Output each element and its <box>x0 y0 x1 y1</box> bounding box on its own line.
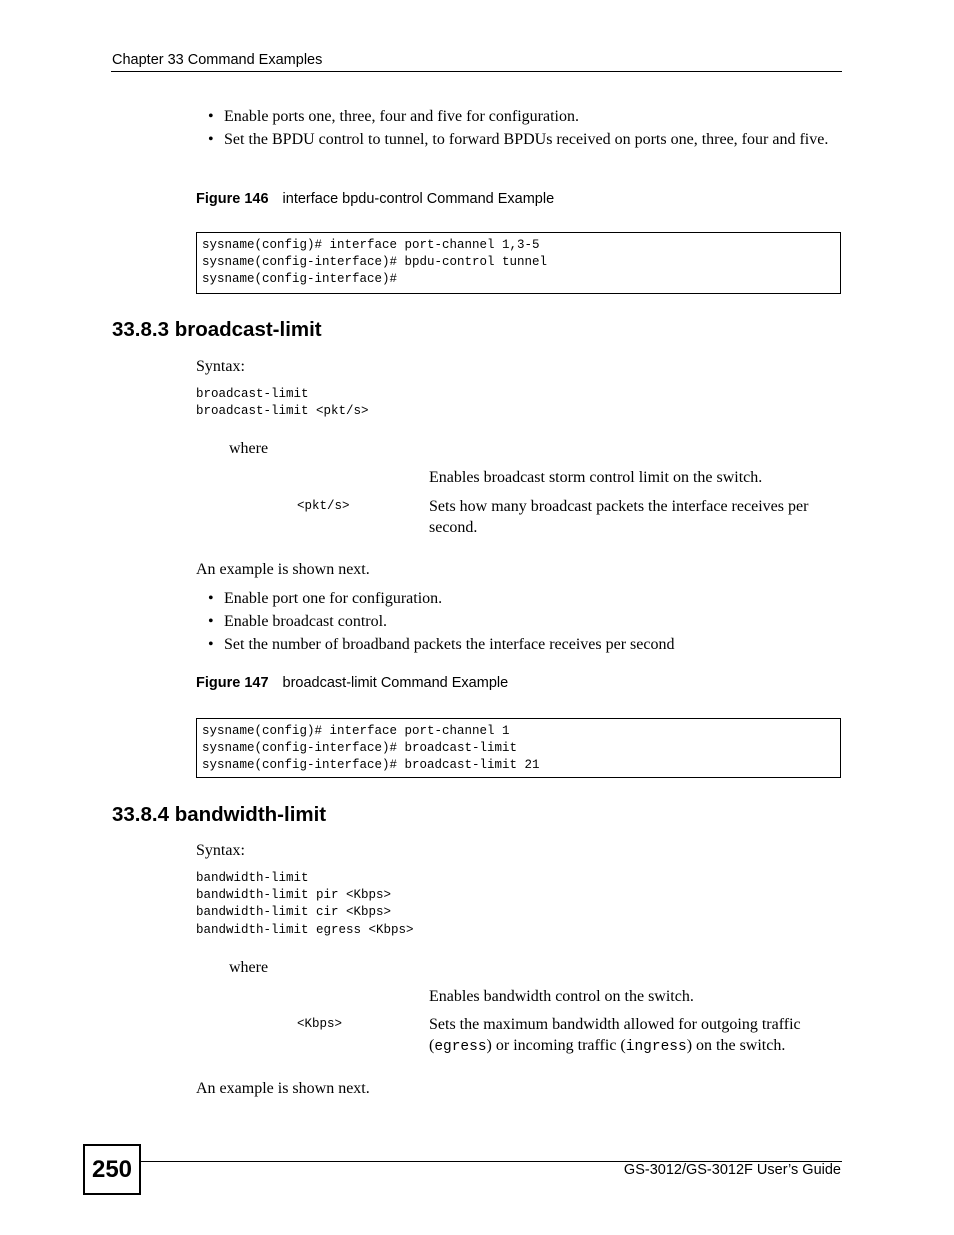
param-name: <pkt/s> <box>297 499 350 513</box>
inline-code: ingress <box>625 1038 687 1055</box>
bullet-icon: • <box>208 131 214 148</box>
param-description: Sets how many broadcast packets the interface receives per second. <box>429 498 809 536</box>
bullet-icon: • <box>208 590 214 607</box>
param-description: Sets the maximum bandwidth allowed for outgoing traffic (egress) or incoming traffic (ingress) on the switch. <box>429 1016 801 1055</box>
list-item: • Enable ports one, three, four and five for configuration. <box>208 108 579 125</box>
list-item: • Set the BPDU control to tunnel, to forward BPDUs received on ports one, three, four and five. <box>208 131 829 148</box>
figure-label: Figure 147 <box>196 675 269 691</box>
syntax-code: broadcast-limit broadcast-limit <pkt/s> <box>196 387 369 419</box>
bullet-icon: • <box>208 636 214 653</box>
figure-title: interface bpdu-control Command Example <box>282 191 555 207</box>
param-description: Enables bandwidth control on the switch. <box>429 988 694 1005</box>
bullet-icon: • <box>208 613 214 630</box>
figure-147-code-block: sysname(config)# interface port-channel 1 sysname(config-interface)# broadcast-limit sysname(config-interface)# broadcast-limit 21 <box>196 718 841 778</box>
where-label: where <box>229 440 269 457</box>
param-description: Enables broadcast storm control limit on the switch. <box>429 469 763 486</box>
footer-guide-title: GS-3012/GS-3012F User’s Guide <box>623 1162 841 1178</box>
header-rule <box>111 71 842 72</box>
figure-title: broadcast-limit Command Example <box>282 675 509 691</box>
inline-code: egress <box>434 1038 487 1055</box>
figure-146-caption <box>196 191 554 207</box>
figure-label: Figure 146 <box>196 191 269 207</box>
example-intro: An example is shown next. <box>196 1080 370 1097</box>
broadcast-bullet-list <box>196 589 840 658</box>
syntax-label: Syntax: <box>196 842 245 859</box>
section-heading-broadcast-limit: 33.8.3 broadcast-limit <box>112 318 322 341</box>
intro-bullet-list <box>196 107 840 153</box>
example-intro: An example is shown next. <box>196 561 370 578</box>
list-item: • Set the number of broadband packets the interface receives per second <box>208 636 675 653</box>
param-name: <Kbps> <box>297 1017 343 1031</box>
syntax-label: Syntax: <box>196 358 245 375</box>
where-label: where <box>229 959 269 976</box>
syntax-code: bandwidth-limit bandwidth-limit pir <Kbps> bandwidth-limit cir <Kbps> bandwidth-limit egress <Kbps> <box>196 871 414 937</box>
section-heading-bandwidth-limit: 33.8.4 bandwidth-limit <box>112 803 327 826</box>
list-item: • Enable port one for configuration. <box>208 590 443 607</box>
figure-146-code-block: sysname(config)# interface port-channel 1,3-5 sysname(config-interface)# bpdu-control tunnel sysname(config-interface)# <box>196 232 841 294</box>
page-number: 250 <box>83 1144 141 1195</box>
list-item: • Enable broadcast control. <box>208 613 388 630</box>
running-header: Chapter 33 Command Examples <box>112 52 323 68</box>
figure-147-caption <box>196 675 508 691</box>
bullet-icon: • <box>208 108 214 125</box>
